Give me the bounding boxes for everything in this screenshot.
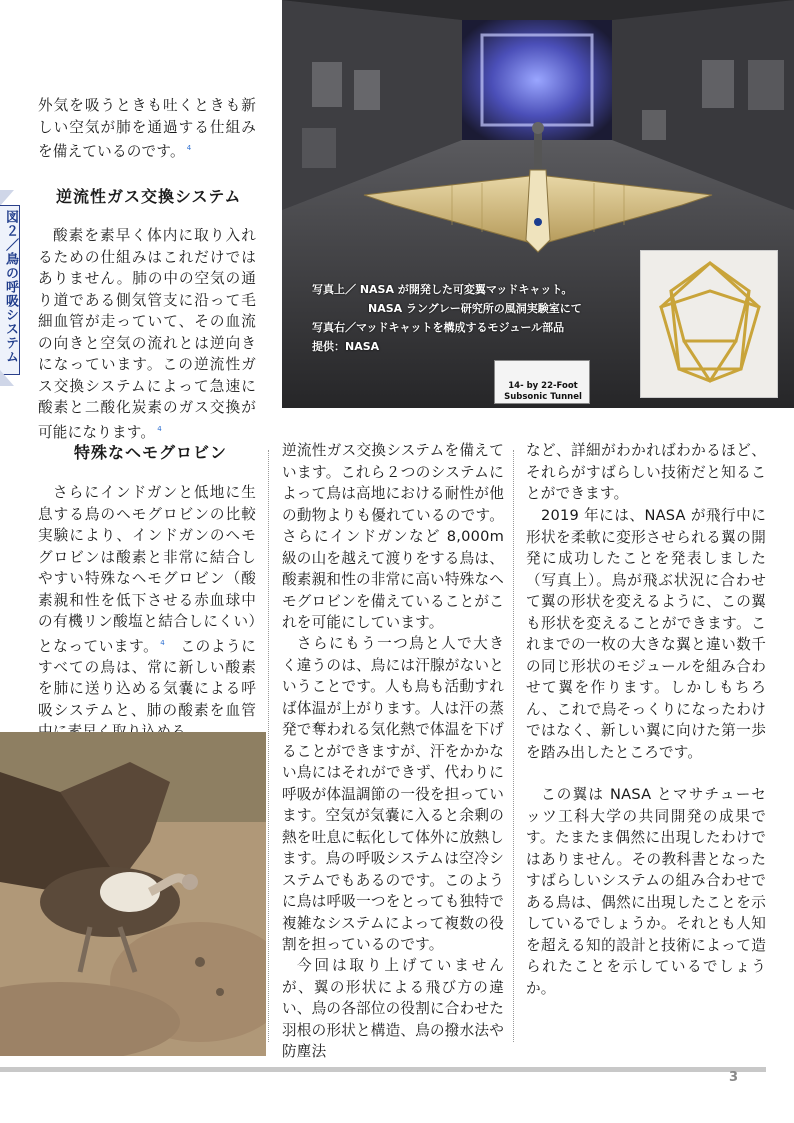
section-heading-gas-exchange: 逆流性ガス交換システム [56,187,242,206]
photo-caption-line-4: 提供：NASA [312,340,380,353]
tunnel-sign-line-1: 14- by 22-Foot [508,381,578,391]
reference-marker: 4 [157,424,162,433]
column3-paragraph-2: 2019 年には、NASA が飛行中に形状を柔軟に変形させられる翼の開発に成功したことを発表しました（写真上）。鳥が飛ぶ状況に合わせて翼の形状を変えるように、この翼も形状を変えることができます。これまでの一枚の大きな翼と違い数千の同じ形状のモジュールを組み合わせて翼を作ります。しかしもちろん、これで鳥そっくりになったわけではなく、新しい翼に向けた第一歩を踏み出したところです。 [526,507,766,761]
column2-paragraph-1: 逆流性ガス交換システムを備えています。これら２つのシステムによって鳥は高地における耐性が他の動物よりも優れているのです。さらにインドガンなど 8,000m 級の山を越えて渡りをする鳥は、酸素親和性の非常に高い特殊なヘモグロビンを備えていることがこれを可能にしています。 [282,442,504,631]
vulture-photo [0,732,266,1056]
column3-paragraph-1: など、詳細がわかればわかるほど、それらがすばらしい技術だと知ることができます。 [526,442,766,502]
column3-paragraph-3: この翼は NASA とマサチューセッツ工科大学の共同開発の成果です。たまたま偶然に出現したわけではありません。その教科書となったすばらしいシステムの組み合わせである鳥は、偶然に出現したことを示しているでしょうか。それとも人知を超える知的設計と技術によって造られたことを示しているでしょうか。 [526,786,766,997]
column2-paragraph-2: さらにもう一つ鳥と人で大きく違うのは、鳥には汗腺がないということです。人も鳥も活動すれば体温が上がります。人は汗の蒸発で奪われる気化熱で体温を下げることができますが、汗をかかない鳥にはそれができず、代わりに呼吸が体温調節の一役を担っています。空気が気嚢に入ると余剰の熱を吐息に転化して体外に放熱します。鳥の呼吸システムは空冷システムでもあるのです。このように鳥は呼吸一つをとっても独特で複雑なシステムによって複数の役割を担っているのです。 [282,635,504,953]
tunnel-sign-text [495,381,591,403]
intro-paragraph [38,95,256,162]
gas-exchange-text: 酸素を素早く体内に取り入れるための仕組みはこれだけではありません。肺の中の空気の通り道である側気管支に沿って毛細血管が走っていて、その血流の向きと空気の流れとは逆向きになっています。この逆流性ガス交換システムによって急速に酸素と二酸化炭素のガス交換が可能になります。 [38,227,256,441]
column-divider [268,450,269,1042]
tunnel-sign [494,360,590,404]
photo-caption-line-1: 写真上／ NASA が開発した可変翼マッドキャット。 [312,283,573,296]
module-part-illustration [641,251,779,399]
photo-caption-line-3: 写真右／マッドキャットを構成するモジュール部品 [312,321,565,334]
page-number: 3 [728,1070,738,1085]
column-divider [513,450,514,1042]
vulture-illustration [0,732,266,1056]
side-tab-label: 図２／鳥の呼吸システム [3,210,18,364]
hemoglobin-text-b: このようにすべての鳥は、常に新しい酸素を肺に送り込める気嚢による呼吸システムと、肺の酸素を血管 [38,637,256,719]
reference-marker: 4 [186,144,192,152]
footer-rule [0,1067,766,1072]
hemoglobin-paragraph [38,482,256,743]
section-heading-hemoglobin: 特殊なヘモグロビン [74,443,228,462]
figure-side-tab [0,205,20,375]
column2-paragraph-3: 今回は取り上げていませんが、翼の形状による飛び方の違い、鳥の各部位の役割に合わせた羽根の形状と構造、鳥の撥水法や防塵法 [282,957,504,1060]
side-tab-decoration-top [0,190,14,206]
module-part-photo [640,250,778,398]
intro-text: 外気を吸うときも吐くときも新しい空気が肺を通過する仕組みを備えているのです。 [38,97,256,160]
gas-exchange-paragraph [38,225,256,443]
side-tab-decoration-bottom [0,370,14,386]
tunnel-sign-line-2: Subsonic Tunnel [504,392,582,402]
photo-caption-line-2: NASA ラングレー研究所の風洞実験室にて [368,302,582,315]
reference-marker: 4 [160,638,165,647]
hemoglobin-text-a: さらにインドガンと低地に生息する鳥のヘモグロビンの比較実験により、インドガンのヘモグロビンは酸素と非常に結合しやすい特殊なヘモグロビン（酸素親和性を低下させる赤血球中の有機リン酸塩と結合しにくい）となっています。 [38,484,256,655]
